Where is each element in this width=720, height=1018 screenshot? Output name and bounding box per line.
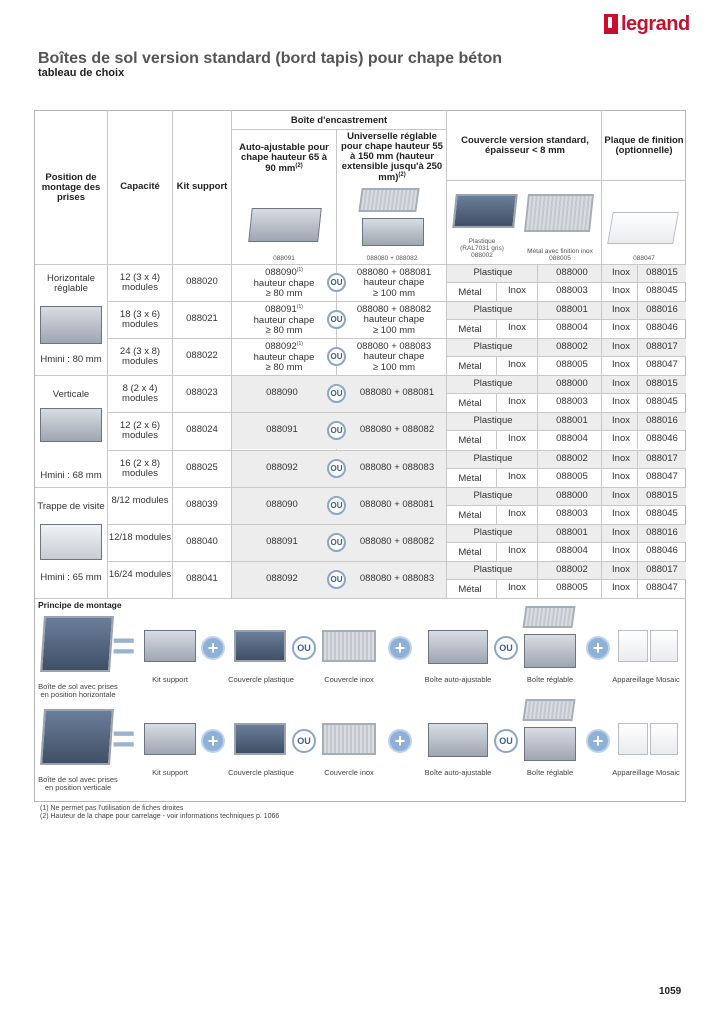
row-plast-plaque-4: 088016 xyxy=(646,415,678,426)
row-div-c-3 xyxy=(637,376,638,412)
page-title: Boîtes de sol version standard (bord tapis) pour chape béton xyxy=(38,50,503,67)
row-plast-plaque-2: 088017 xyxy=(646,341,678,352)
principe-mosaic-caption-0: Appareillage Mosaic xyxy=(612,675,680,684)
row-metal-label-0: Métal xyxy=(458,287,482,298)
row-univ-1 xyxy=(342,305,446,336)
row-plast-ref-4: 088001 xyxy=(556,415,588,426)
image-univ-box xyxy=(362,218,424,246)
row-univ-0 xyxy=(342,268,446,299)
row-ou-badge-5: OU xyxy=(327,459,346,478)
row-kit-4: 088024 xyxy=(186,424,218,435)
principe-equals-1: = xyxy=(112,717,136,761)
row-ou-badge-1: OU xyxy=(327,310,346,329)
row-cov-split-0 xyxy=(447,282,686,283)
row-metal-fin-2: Inox xyxy=(508,359,526,370)
row-metal-plaque-8: 088047 xyxy=(646,582,678,593)
row-plast-fin-7: Inox xyxy=(612,527,630,538)
row-div-b-7 xyxy=(537,525,538,561)
row-cov-split-1 xyxy=(447,319,686,320)
row-metal-ref-7: 088004 xyxy=(556,545,588,556)
principe-floorbox-0 xyxy=(40,616,114,672)
principe-kit-caption-0: Kit support xyxy=(152,675,188,684)
row-div-a-5 xyxy=(496,469,497,487)
principe-kit-0 xyxy=(144,630,196,662)
header-auto-text: Auto-ajustable pour chape hauteur 65 à 90 mm xyxy=(239,142,329,175)
row-univ-6: 088080 + 088081 xyxy=(359,499,435,510)
row-metal-fin2-1: Inox xyxy=(612,322,630,333)
row-auto-l3-1: ≥ 80 mm xyxy=(265,325,303,337)
header-univ-text: Universelle réglable pour chape hauteur 55 à 150 mm (hauteur extensible jusqu'à 250 mm) xyxy=(341,131,443,184)
row-metal-plaque-2: 088047 xyxy=(646,359,678,370)
row-auto-1 xyxy=(234,305,334,336)
row-cov-split-7 xyxy=(447,542,686,543)
row-metal-label-6: Métal xyxy=(458,510,482,521)
row-metal-plaque-4: 088046 xyxy=(646,433,678,444)
row-plast-fin-3: Inox xyxy=(612,378,630,389)
principe-cov-inox-0 xyxy=(322,630,376,662)
row-plast-ref-8: 088002 xyxy=(556,564,588,575)
principe-equals-0: = xyxy=(112,624,136,668)
legrand-logo-text: legrand xyxy=(621,12,690,35)
row-div-b-1 xyxy=(537,302,538,338)
row-auto-sup-0: (1) xyxy=(296,267,303,273)
row-div-b-3 xyxy=(537,376,538,412)
row-univ-ref-0: 088080 + 088081 xyxy=(356,267,432,278)
principe-regl-frame-1 xyxy=(522,699,575,721)
row-plast-label-1: Plastique xyxy=(473,304,513,315)
image-horizontale xyxy=(40,306,102,344)
row-plast-plaque-3: 088015 xyxy=(646,378,678,389)
row-plast-plaque-0: 088015 xyxy=(646,267,678,278)
row-univ-ref-1: 088080 + 088082 xyxy=(356,304,432,315)
row-metal-ref-6: 088003 xyxy=(556,508,588,519)
row-capacite-6: 8/12 modules xyxy=(111,495,169,506)
row-cov-split-8 xyxy=(447,579,686,580)
row-kit-3: 088023 xyxy=(186,387,218,398)
row-div-c-2 xyxy=(637,339,638,375)
row-metal-ref-3: 088003 xyxy=(556,396,588,407)
row-div-a-1 xyxy=(496,320,497,338)
caption-metal: Métal avec finition inox 088005 xyxy=(527,248,593,262)
row-div-c-1 xyxy=(637,302,638,338)
header-couvercle: Couvercle version standard, épaisseur < 8 mm xyxy=(461,135,589,156)
header-auto-sup: (2) xyxy=(295,162,303,169)
header-univ xyxy=(340,132,444,183)
row-metal-fin-4: Inox xyxy=(508,433,526,444)
row-div-a-0 xyxy=(496,283,497,301)
row-kit-7: 088040 xyxy=(186,536,218,547)
principe-cov-inox-caption-0: Couvercle inox xyxy=(324,675,374,684)
principe-plus-b-1: + xyxy=(388,729,412,753)
row-auto-4: 088091 xyxy=(266,424,298,435)
row-auto-ref-1: 088091 xyxy=(265,304,297,316)
principe-kit-1 xyxy=(144,723,196,755)
row-plast-plaque-6: 088015 xyxy=(646,490,678,501)
principe-regl-frame-0 xyxy=(522,606,575,628)
row-div-a-7 xyxy=(496,543,497,561)
row-div-b-0 xyxy=(537,265,538,301)
header-univ-sup: (2) xyxy=(398,171,406,178)
row-metal-fin-8: Inox xyxy=(508,582,526,593)
row-univ-5: 088080 + 088083 xyxy=(359,462,435,473)
group-trappe-hmin: Hmini : 65 mm xyxy=(40,572,102,583)
row-capacite-8: 16/24 modules xyxy=(108,569,172,580)
grid-hline-cov xyxy=(446,180,686,181)
principe-plus-c-1: + xyxy=(586,729,610,753)
principe-mosaic-caption-1: Appareillage Mosaic xyxy=(612,768,680,777)
row-div-c-0 xyxy=(637,265,638,301)
principe-ou-a-1: OU xyxy=(292,729,316,753)
row-plast-fin-5: Inox xyxy=(612,453,630,464)
row-auto-5: 088092 xyxy=(266,462,298,473)
principe-cov-plast-caption-0: Couvercle plastique xyxy=(228,675,294,684)
principe-socket-1 xyxy=(618,723,648,755)
row-div-c-6 xyxy=(637,488,638,524)
row-plast-fin-6: Inox xyxy=(612,490,630,501)
principe-ou-b-0: OU xyxy=(494,636,518,660)
row-ou-badge-6: OU xyxy=(327,496,346,515)
row-metal-plaque-3: 088045 xyxy=(646,396,678,407)
principe-plus-a-1: + xyxy=(201,729,225,753)
row-auto-ref-0: 088090 xyxy=(265,267,297,279)
row-plast-label-3: Plastique xyxy=(473,378,513,389)
row-plast-ref-5: 088002 xyxy=(556,453,588,464)
page-subtitle: tableau de choix xyxy=(38,67,125,79)
row-cov-split-4 xyxy=(447,430,686,431)
row-plast-plaque-5: 088017 xyxy=(646,453,678,464)
row-metal-ref-0: 088003 xyxy=(556,285,588,296)
row-auto-0 xyxy=(234,268,334,299)
row-metal-label-8: Métal xyxy=(458,584,482,595)
row-metal-fin2-2: Inox xyxy=(612,359,630,370)
legrand-logo xyxy=(604,12,690,36)
row-metal-fin2-6: Inox xyxy=(612,508,630,519)
row-metal-fin-7: Inox xyxy=(508,545,526,556)
row-plast-ref-0: 088000 xyxy=(556,267,588,278)
row-metal-fin-6: Inox xyxy=(508,508,526,519)
row-kit-5: 088025 xyxy=(186,462,218,473)
row-univ-2 xyxy=(342,342,446,373)
row-div-c-8 xyxy=(637,562,638,598)
row-div-b-2 xyxy=(537,339,538,375)
row-auto-l2-2: hauteur chape xyxy=(253,351,315,363)
row-metal-plaque-0: 088045 xyxy=(646,285,678,296)
grid-hline-end xyxy=(35,598,686,599)
image-verticale xyxy=(40,408,102,442)
row-metal-fin2-3: Inox xyxy=(612,396,630,407)
row-div-b-5 xyxy=(537,451,538,487)
principe-floorbox-caption-0: Boîte de sol avec prises en position horizontale xyxy=(38,682,118,700)
row-univ-l2-2: hauteur chape xyxy=(363,351,425,363)
header-auto xyxy=(236,143,332,174)
row-univ-8: 088080 + 088083 xyxy=(359,573,435,584)
principe-floorbox-caption-1: Boîte de sol avec prises en position verticale xyxy=(38,775,118,793)
footnote-1: (1) Ne permet pas l'utilisation de fiches droites xyxy=(40,805,184,812)
row-capacite-1: 18 (3 x 6) modules xyxy=(119,309,161,331)
row-plast-fin-1: Inox xyxy=(612,304,630,315)
row-metal-label-2: Métal xyxy=(458,361,482,372)
row-plast-label-8: Plastique xyxy=(473,564,513,575)
principe-plus-a-0: + xyxy=(201,636,225,660)
row-plast-fin-8: Inox xyxy=(612,564,630,575)
row-metal-ref-4: 088004 xyxy=(556,433,588,444)
header-kit: Kit support xyxy=(176,181,228,192)
row-kit-1: 088021 xyxy=(186,313,218,324)
row-plast-label-2: Plastique xyxy=(473,341,513,352)
row-auto-7: 088091 xyxy=(266,536,298,547)
row-metal-fin2-5: Inox xyxy=(612,471,630,482)
principe-auto-box-0 xyxy=(428,630,488,664)
row-kit-2: 088022 xyxy=(186,350,218,361)
caption-auto: 088091 xyxy=(273,255,295,262)
row-auto-l3-2: ≥ 80 mm xyxy=(265,362,303,374)
row-auto-3: 088090 xyxy=(266,387,298,398)
caption-plastic: Plastique (RAL7031 gris) 088002 xyxy=(460,238,504,259)
principe-plus-b-0: + xyxy=(388,636,412,660)
row-cov-split-2 xyxy=(447,356,686,357)
header-boite: Boîte d'encastrement xyxy=(290,115,388,126)
page-number: 1059 xyxy=(659,986,682,997)
row-ou-badge-0: OU xyxy=(327,273,346,292)
caption-univ: 088080 + 088082 xyxy=(366,255,418,262)
row-cov-split-5 xyxy=(447,468,686,469)
principe-kit-caption-1: Kit support xyxy=(152,768,188,777)
row-plast-fin-2: Inox xyxy=(612,341,630,352)
row-div-a-4 xyxy=(496,431,497,449)
group-horizontale-label: Horizontale réglable xyxy=(46,273,96,295)
principe-cov-plast-caption-1: Couvercle plastique xyxy=(228,768,294,777)
row-div-b-6 xyxy=(537,488,538,524)
row-capacite-5: 16 (2 x 8) modules xyxy=(119,458,161,480)
image-trappe xyxy=(40,524,102,560)
row-metal-plaque-6: 088045 xyxy=(646,508,678,519)
principe-regl-caption-1: Boîte réglable xyxy=(526,768,574,777)
row-univ-ref-2: 088080 + 088083 xyxy=(356,341,432,352)
row-metal-fin-1: Inox xyxy=(508,322,526,333)
row-plast-ref-7: 088001 xyxy=(556,527,588,538)
row-kit-0: 088020 xyxy=(186,276,218,287)
principe-regl-box-1 xyxy=(524,727,576,761)
row-plast-label-0: Plastique xyxy=(473,267,513,278)
row-capacite-0: 12 (3 x 4) modules xyxy=(119,272,161,294)
row-metal-fin-0: Inox xyxy=(508,285,526,296)
row-cov-split-3 xyxy=(447,393,686,394)
principe-regl-box-0 xyxy=(524,634,576,668)
principe-floorbox-1 xyxy=(40,709,114,765)
header-plaque: Plaque de finition (optionnelle) xyxy=(604,135,684,156)
row-univ-l2-1: hauteur chape xyxy=(363,314,425,326)
row-auto-sup-2: (1) xyxy=(296,341,303,347)
legrand-logo-mark xyxy=(604,14,618,34)
row-metal-ref-2: 088005 xyxy=(556,359,588,370)
principe-ou-a-0: OU xyxy=(292,636,316,660)
row-ou-badge-7: OU xyxy=(327,533,346,552)
principe-ou-b-1: OU xyxy=(494,729,518,753)
row-plast-ref-1: 088001 xyxy=(556,304,588,315)
row-div-b-4 xyxy=(537,413,538,449)
principe-socket-0 xyxy=(618,630,648,662)
image-univ-frame xyxy=(358,188,419,212)
row-univ-l3-0: ≥ 100 mm xyxy=(372,287,416,299)
row-auto-l3-0: ≥ 80 mm xyxy=(265,288,303,300)
principe-auto-caption-1: Boîte auto-ajustable xyxy=(424,768,492,777)
row-plast-fin-0: Inox xyxy=(612,267,630,278)
principe-cov-inox-caption-1: Couvercle inox xyxy=(324,768,374,777)
row-kit-8: 088041 xyxy=(186,573,218,584)
row-plast-label-5: Plastique xyxy=(473,453,513,464)
row-metal-plaque-7: 088046 xyxy=(646,545,678,556)
image-plastic-cover xyxy=(452,194,518,228)
row-univ-l2-0: hauteur chape xyxy=(363,277,425,289)
principe-plus-c-0: + xyxy=(586,636,610,660)
row-div-a-8 xyxy=(496,580,497,598)
row-plast-plaque-8: 088017 xyxy=(646,564,678,575)
principe-auto-box-1 xyxy=(428,723,488,757)
row-metal-fin-5: Inox xyxy=(508,471,526,482)
row-metal-label-3: Métal xyxy=(458,398,482,409)
row-univ-3: 088080 + 088081 xyxy=(359,387,435,398)
principe-cov-inox-1 xyxy=(322,723,376,755)
footnote-2: (2) Hauteur de la chape pour carrelage - voir informations techniques p. 1066 xyxy=(40,813,280,820)
principe-cov-plast-0 xyxy=(234,630,286,662)
row-univ-l3-1: ≥ 100 mm xyxy=(372,324,416,336)
principe-regl-caption-0: Boîte réglable xyxy=(526,675,574,684)
row-ou-badge-3: OU xyxy=(327,384,346,403)
row-capacite-3: 8 (2 x 4) modules xyxy=(122,383,158,405)
row-plast-fin-4: Inox xyxy=(612,415,630,426)
header-capacite: Capacité xyxy=(120,181,160,192)
row-plast-ref-3: 088000 xyxy=(556,378,588,389)
row-plast-label-6: Plastique xyxy=(473,490,513,501)
principe-title: Principe de montage xyxy=(38,600,122,610)
row-capacite-2: 24 (3 x 8) modules xyxy=(119,346,161,368)
row-metal-plaque-5: 088047 xyxy=(646,471,678,482)
caption-plaque: 088047 xyxy=(633,255,655,262)
row-ou-badge-8: OU xyxy=(327,570,346,589)
group-verticale-hmin: Hmini : 68 mm xyxy=(40,470,102,481)
row-auto-8: 088092 xyxy=(266,573,298,584)
row-metal-fin2-4: Inox xyxy=(612,433,630,444)
image-auto-box xyxy=(248,208,322,242)
group-trappe-label: Trappe de visite xyxy=(37,501,105,512)
header-position: Position de montage des prises xyxy=(41,172,101,203)
row-kit-6: 088039 xyxy=(186,499,218,510)
row-auto-sup-1: (1) xyxy=(296,304,303,310)
row-auto-6: 088090 xyxy=(266,499,298,510)
row-univ-l3-2: ≥ 100 mm xyxy=(372,361,416,373)
image-metal-cover xyxy=(524,194,594,232)
row-metal-fin-3: Inox xyxy=(508,396,526,407)
row-ou-badge-2: OU xyxy=(327,347,346,366)
row-cov-split-6 xyxy=(447,505,686,506)
row-plast-label-4: Plastique xyxy=(473,415,513,426)
row-metal-label-4: Métal xyxy=(458,435,482,446)
row-auto-l2-0: hauteur chape xyxy=(253,277,315,289)
row-ou-badge-4: OU xyxy=(327,421,346,440)
row-div-a-3 xyxy=(496,394,497,412)
row-metal-fin2-0: Inox xyxy=(612,285,630,296)
group-horizontale-hmin: Hmini : 80 mm xyxy=(40,354,102,365)
row-div-c-4 xyxy=(637,413,638,449)
principe-auto-caption-0: Boîte auto-ajustable xyxy=(424,675,492,684)
row-metal-label-7: Métal xyxy=(458,547,482,558)
row-metal-ref-5: 088005 xyxy=(556,471,588,482)
row-metal-ref-8: 088005 xyxy=(556,582,588,593)
principe-rj45-1 xyxy=(650,723,678,755)
row-metal-label-5: Métal xyxy=(458,473,482,484)
row-auto-ref-2: 088092 xyxy=(265,341,297,353)
row-metal-label-1: Métal xyxy=(458,324,482,335)
row-div-a-6 xyxy=(496,506,497,524)
principe-rj45-0 xyxy=(650,630,678,662)
row-div-c-7 xyxy=(637,525,638,561)
row-auto-2 xyxy=(234,342,334,373)
row-div-a-2 xyxy=(496,357,497,375)
group-verticale-label: Verticale xyxy=(52,389,90,400)
row-auto-l2-1: hauteur chape xyxy=(253,314,315,326)
row-plast-plaque-1: 088016 xyxy=(646,304,678,315)
row-plast-label-7: Plastique xyxy=(473,527,513,538)
image-finish-plate xyxy=(607,212,679,244)
row-metal-fin2-8: Inox xyxy=(612,582,630,593)
row-univ-7: 088080 + 088082 xyxy=(359,536,435,547)
row-capacite-7: 12/18 modules xyxy=(108,532,172,543)
row-metal-plaque-1: 088046 xyxy=(646,322,678,333)
row-plast-plaque-7: 088016 xyxy=(646,527,678,538)
row-metal-fin2-7: Inox xyxy=(612,545,630,556)
row-univ-4: 088080 + 088082 xyxy=(359,424,435,435)
row-plast-ref-2: 088002 xyxy=(556,341,588,352)
row-div-c-5 xyxy=(637,451,638,487)
row-capacite-4: 12 (2 x 6) modules xyxy=(119,420,161,442)
row-metal-ref-1: 088004 xyxy=(556,322,588,333)
row-div-b-8 xyxy=(537,562,538,598)
principe-cov-plast-1 xyxy=(234,723,286,755)
row-plast-ref-6: 088000 xyxy=(556,490,588,501)
grid-hline-boite xyxy=(231,129,446,130)
